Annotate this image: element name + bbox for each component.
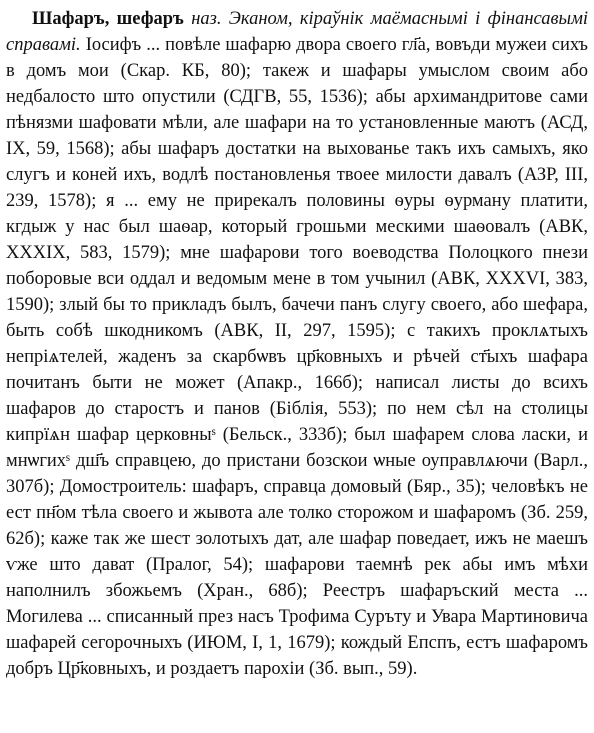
entry-definition: наз. Эканом, кіраўнік маёмаснымі і фінансавымі справамі.: [6, 9, 589, 55]
entry-headword: Шафаръ, шефаръ: [32, 9, 184, 29]
entry-citations: Іосифъ ... повѣле шафарю двора своего гл҃а, вовъди мужеи сихъ в домъ мои (Скар. КБ, 80); такеж и шафары умыслом своим або недбалосто што опустили (СДГВ, 55, 1536); абы архимандритове сами пѣнязми шафовати мѣли, але шафари на то установленные маютъ (АСД, IX, 59, 1568); абы шафаръ достатки на выхованье такъ ихъ самыхъ, яко слугъ и коней ихъ, водлѣ постановленья твоее милости давалъ (АЗР, III, 239, 1578); я ... ему не прирекалъ половины ѳуры ѳурманy платити, кгдыж у нас был шаѳар, который грошьми мескими шаѳовалъ (АВК, XXXIX, 583, 1579); мне шафарови того воеводства Полоцкого пнези поборовые вси оддал и ведомым мене в том учынил (АВК, XXXVI, 383, 1590); злый бы то прикладъ былъ, бачечи панъ слугу своего, або шефара, быть собѣ шкодникомъ (АВК, II, 297, 1595); с такихъ проклѧтыхъ непріѧтелей, жаденъ за скарбѡвъ цр҃ковныхъ и рѣчей ст҃ыхъ шафара почитанъ быти не может (Апакр., 166б); написал листы до всихъ шафаров до старостъ и панов (Біблія, 553); по нем сѣл на столицы кипрїѧн шафар церковныˢ (Бельск., 333б); был шафарем слова ласки, и мнѡгихˢ дш҃ъ справцею, до пристани бозскои ѡныe оуправлѧючи (Варл., 307б); Домостроитель: шафаръ, справца домовый (Бяр., 35); человѣкъ не ест пн҃ом тѣла своего и жывота але толко сторожом и шафаромъ (Зб. 259, 62б); каже так же шест золотыхъ дат, але шафар поведает, ижъ не маешъ ѵже што дават (Пралог, 54); шафарови таемнѣ рек абы имъ мѣхи наполнилъ збожьемъ (Хран., 68б); Реестръ шафаръский места ... Могилева ... списанный през насъ Трофима Суръту и Увара Мартиновича шафарей сегорочныхъ (ИЮМ, I, 1, 1679); кождый Епспъ, естъ шафаромъ добръ Цр҃ковныхъ, и роздаетъ парохіи (Зб. вып., 59).: [6, 35, 589, 679]
dictionary-entry: [6, 6, 588, 682]
